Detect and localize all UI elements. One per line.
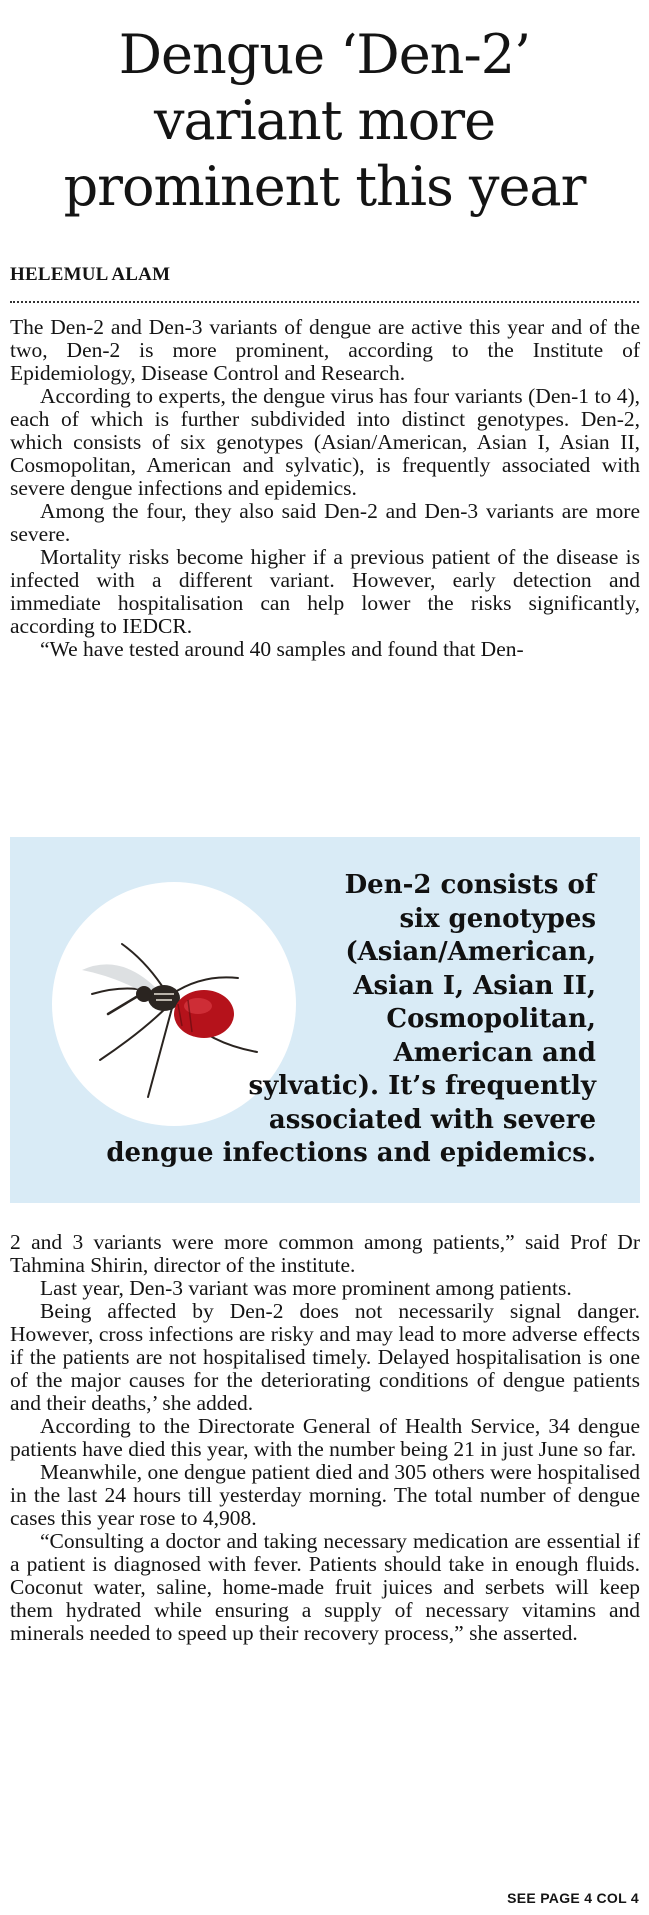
pull-quote-line: Cosmopolitan, <box>386 1004 596 1034</box>
paragraph: Last year, Den-3 variant was more prominent among patients. <box>40 1276 572 1300</box>
pull-quote-line: American and <box>393 1037 596 1068</box>
paragraph: According to the Directorate General of Health Service, 34 dengue patients have died this year, with the number being 21 in just June so far. <box>10 1414 640 1461</box>
byline-divider <box>10 301 639 303</box>
byline: HELEMUL ALAM <box>10 264 171 285</box>
pull-quote-line: six genotypes <box>399 903 596 934</box>
pull-quote-box <box>10 837 640 1203</box>
paragraph: Among the four, they also said Den-2 and Den-3 variants are more severe. <box>10 499 640 546</box>
pull-quote-line: sylvatic). It’s frequently <box>248 1071 596 1101</box>
headline-line-3: prominent this year <box>63 155 586 218</box>
article-body-top <box>10 316 640 661</box>
paragraph: The Den-2 and Den-3 variants of dengue are active this year and of the two, Den-2 is more prominent, according to the Institute of Epidemiology, Disease Control and Research. <box>10 315 640 385</box>
paragraph: “Consulting a doctor and taking necessary medication are essential if a patient is diagnosed with fever. Patients should take in enough fluids. Coconut water, saline, home-made fruit juices and serbets will keep them hydrated while ensuring a supply of necessary vitamins and minerals needed to speed up their recovery process,” she asserted. <box>10 1529 640 1645</box>
pull-quote-line: (Asian/American, <box>345 937 596 967</box>
paragraph: Being affected by Den-2 does not necessarily signal danger. However, cross infections are risky and may lead to more adverse effects if the patients are not hospitalised timely. Delayed hospitalisation is one of the major causes for the deteriorating conditions of dengue patients and their deaths,’ she added. <box>10 1299 640 1415</box>
headline-line-1: Dengue ‘Den-2’ <box>118 23 531 86</box>
paragraph: According to experts, the dengue virus has four variants (Den-1 to 4), each of which is further subdivided into distinct genotypes. Den-2, which consists of six genotypes (Asian/American, Asian I, Asian II, Cosmopolitan, American and sylvatic), is frequently associated with severe dengue infections and epidemics. <box>10 384 640 500</box>
headline-line-2: variant more <box>153 89 496 152</box>
article-body-bottom <box>10 1231 640 1645</box>
pull-quote-text <box>56 869 596 1171</box>
pull-quote-line: Asian I, Asian II, <box>353 970 596 1001</box>
paragraph: Mortality risks become higher if a previous patient of the disease is infected with a different variant. However, early detection and immediate hospitalisation can help lower the risks significantly, according to IEDCR. <box>10 545 640 638</box>
paragraph: 2 and 3 variants were more common among patients,” said Prof Dr Tahmina Shirin, director of the institute. <box>10 1230 640 1277</box>
paragraph: “We have tested around 40 samples and found that Den- <box>40 637 524 661</box>
pull-quote-line: Den-2 consists of <box>344 870 596 900</box>
pull-quote-line: dengue infections and epidemics. <box>106 1138 596 1168</box>
continued-on-label: SEE PAGE 4 COL 4 <box>507 1890 639 1906</box>
paragraph: Meanwhile, one dengue patient died and 305 others were hospitalised in the last 24 hours till yesterday morning. The total number of dengue cases this year rose to 4,908. <box>10 1460 640 1530</box>
pull-quote-line: associated with severe <box>268 1104 596 1135</box>
headline <box>0 22 649 220</box>
